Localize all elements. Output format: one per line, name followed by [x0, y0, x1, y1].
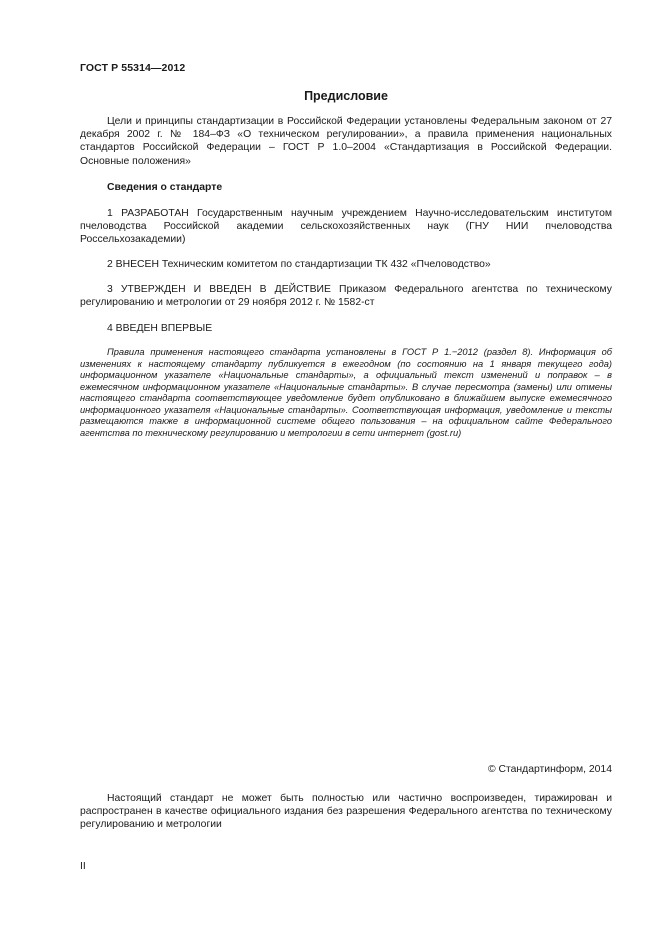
page-title: Предисловие [304, 89, 388, 103]
copyright-line: © Стандартинформ, 2014 [487, 764, 612, 775]
item-first-introduced: 4 ВВЕДЕН ВПЕРВЫЕ [107, 323, 213, 334]
item-introduced: 2 ВНЕСЕН Техническим комитетом по стандартизации ТК 432 «Пчеловодство» [107, 259, 491, 270]
item-approved: 3 УТВЕРЖДЕН И ВВЕДЕН В ДЕЙСТВИЕ Приказом Федерального агентства по техническому регулированию и метрологии от 29 ноября 2012 г. № 1582-ст [80, 284, 612, 309]
section-heading: Сведения о стандарте [107, 182, 223, 193]
intro-paragraph: Цели и принципы стандартизации в Российской Федерации установлены Федеральным законом от 27 декабря 2002 г. № 184–ФЗ «О техническом регулировании», а правила применения национальных стандартов Российской Федерации – ГОСТ Р 1.0–2004 «Стандартизация в Российской Федерации. Основные положения» [80, 116, 612, 167]
note-paragraph: Правила применения настоящего стандарта установлены в ГОСТ Р 1.−2012 (раздел 8). Информация об изменениях к настоящему стандарту публикуется в ежегодном (по состоянию на 1 января текущего года) информационном указателе «Национальные стандарты», а официальный текст изменений и поправок – в ежемесячном информационном указателе «Национальные стандарты». В случае пересмотра (замены) или отмены настоящего стандарта соответствующее уведомление будет опубликовано в ближайшем выпуске ежемесячного информационного указателя «Национальные стандарты». Соответствующая информация, уведомление и тексты размещаются также в информационной системе общего пользования – на официальном сайте Федерального агентства по техническому регулированию и метрологии в сети интернет (gost.ru) [80, 347, 612, 438]
item-developed: 1 РАЗРАБОТАН Государственным научным учреждением Научно-исследовательским институтом пчеловодства Российской академии сельскохозяйственных наук (ГНУ НИИ пчеловодства Россельхозакадемии) [80, 208, 612, 246]
page-number: II [80, 861, 86, 872]
document-code: ГОСТ Р 55314—2012 [80, 62, 186, 74]
rights-notice: Настоящий стандарт не может быть полностью или частично воспроизведен, тиражирован и распространен в качестве официального издания без разрешения Федерального агентства по техническому регулированию и метрологии [80, 793, 612, 831]
